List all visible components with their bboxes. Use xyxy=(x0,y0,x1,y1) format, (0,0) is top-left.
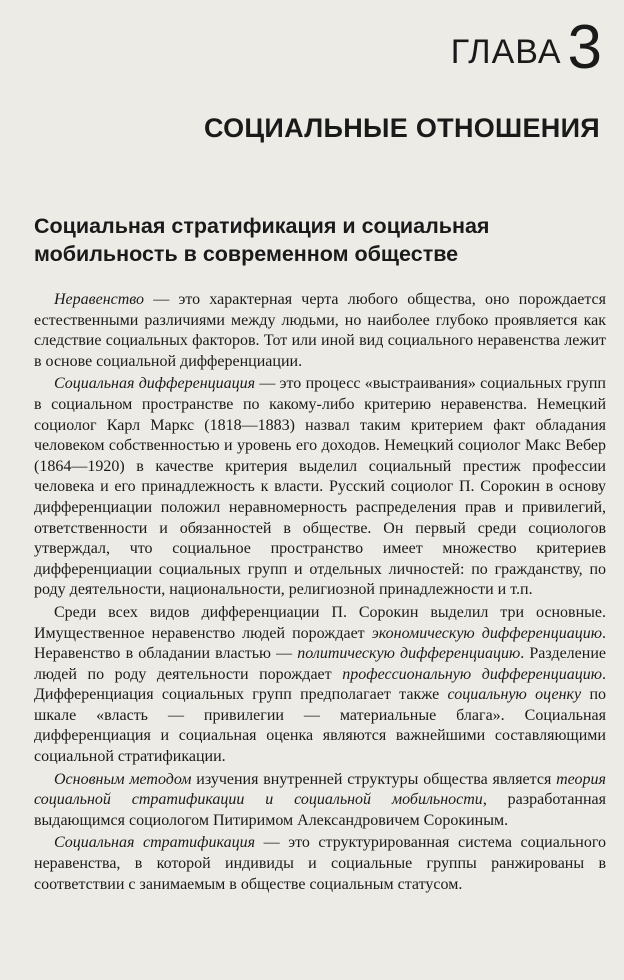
text-run: Среди всех видов дифференциации П. Сорокин выделил три основные. Имущественное неравенство людей порождает xyxy=(34,603,606,642)
text-run: . Дифференциация социальных групп предполагает также xyxy=(34,665,606,704)
chapter-word: ГЛАВА xyxy=(450,32,562,71)
italic-term: Социальная стратификация xyxy=(54,834,256,852)
paragraph xyxy=(34,770,606,832)
italic-term: Основным методом xyxy=(54,770,192,788)
text-run: — это структурированная система социального неравенства, в которой индивиды и социальные группы ранжированы в соответствии с занимаемым в обществе социальным статусом. xyxy=(34,834,606,893)
italic-term: политическую дифференциацию xyxy=(297,645,521,663)
body-text xyxy=(34,290,606,895)
section-title: Социальная стратификация и социальная мобильность в современном обществе xyxy=(34,214,490,266)
text-run: . Разделение людей по роду деятельности порождает xyxy=(34,645,606,683)
italic-term: социальную оценку xyxy=(447,686,582,704)
paragraph xyxy=(34,833,606,895)
text-run: по шкале «власть — привилегии — материальные блага». Социальная дифференциация и социальная оценка являются важнейшими составляющими социальной стратификации. xyxy=(34,686,606,766)
italic-term: профессиональную дифференциацию xyxy=(342,665,602,683)
paragraph xyxy=(34,603,606,768)
paragraph xyxy=(34,290,606,372)
paragraph xyxy=(34,374,606,601)
text-run: изучения внутренней структуры общества является xyxy=(191,770,557,788)
text-run: . Неравенство в обладании властью — xyxy=(34,624,606,663)
text-run: , разработанная выдающимся социологом Питиримом Александровичем Сорокиным. xyxy=(34,791,607,829)
italic-term: теория социальной стратификации и социальной мобильности xyxy=(34,770,606,809)
chapter-title: СОЦИАЛЬНЫЕ ОТНОШЕНИЯ xyxy=(203,113,600,143)
italic-term: Неравенство xyxy=(54,291,145,308)
italic-term: Социальная дифференциация xyxy=(54,375,256,393)
italic-term: экономическую дифференциацию xyxy=(371,624,602,642)
text-run: — это процесс «выстраивания» социальных групп в социальном пространстве по какому-либо критерию неравенства. Немецкий социолог Карл Маркс (1818—1883) назвал таким критерием факт обладания человеком собственностью и уровень его доходов. Немецкий социолог Макс Вебер (1864—1920) в качестве критерия выделил социальный престиж профессии человека и его принадлежность к власти. Русский социолог П. Сорокин в основу дифференциации положил неравномерность распределения прав и привилегий, ответственности и обязанностей в обществе. Он первый среди социологов утверждал, что социальное пространство имеет множество критериев дифференциации социальных групп и отдельных личностей: по гражданству, по роду деятельности, национальности, религиозной принадлежности и т.п. xyxy=(34,375,606,599)
chapter-label xyxy=(450,13,602,82)
chapter-number: 3 xyxy=(567,13,602,82)
text-run: — это характерная черта любого общества, оно порождается естественными различиями между людьми, но наиболее глубоко проявляется как следствие социальных факторов. Тот или иной вид социального неравенства лежит в основе социальной дифференциации. xyxy=(34,291,606,370)
